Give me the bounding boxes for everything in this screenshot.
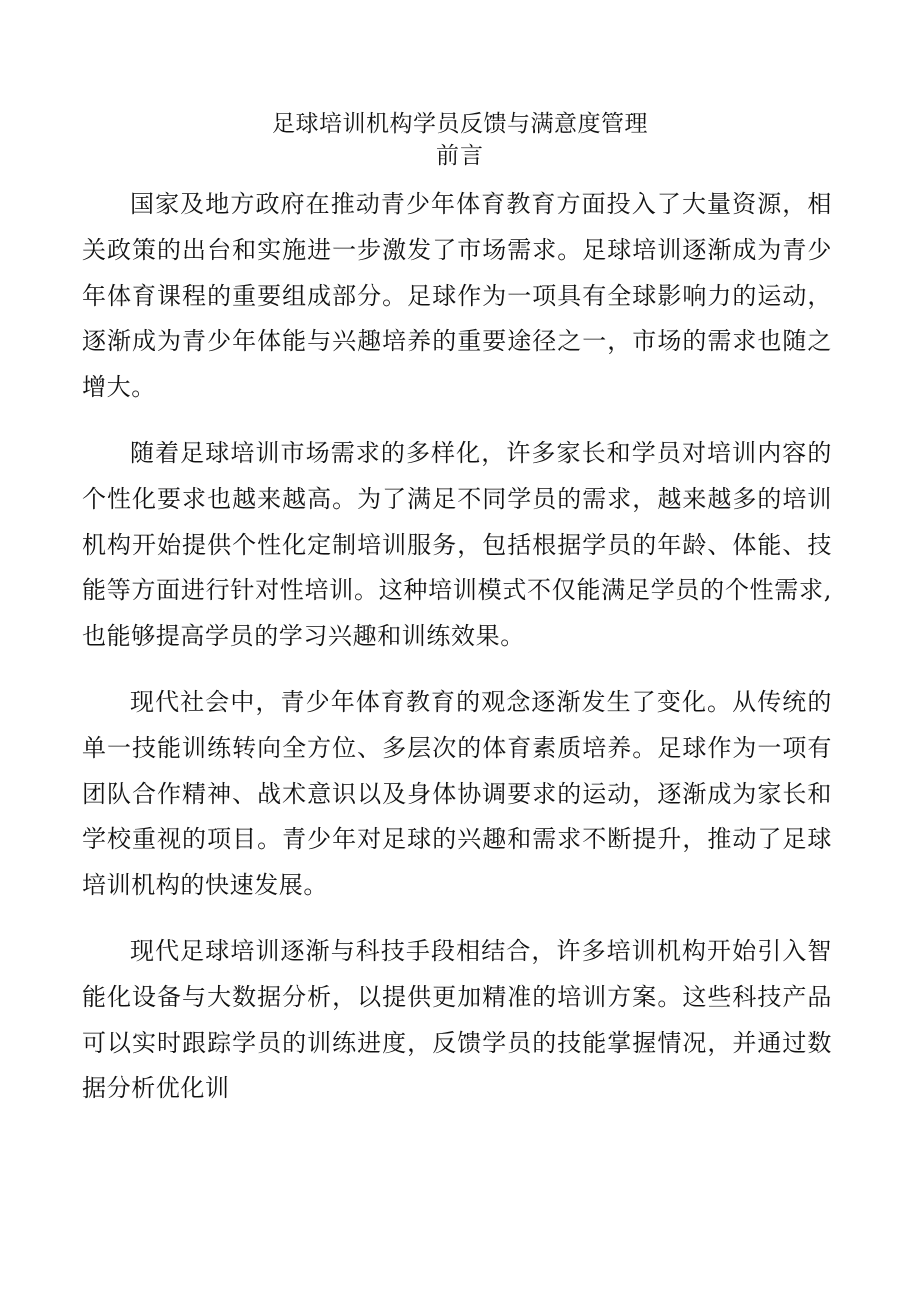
paragraph: 随着足球培训市场需求的多样化，许多家长和学员对培训内容的个性化要求也越来越高。为了满足不同学员的需求，越来越多的培训机构开始提供个性化定制培训服务，包括根据学员的年龄、体能、技能等方面进行针对性培训。这种培训模式不仅能满足学员的个性需求,也能够提高学员的学习兴趣和训练效果。: [82, 438, 832, 651]
paragraph: 现代社会中，青少年体育教育的观念逐渐发生了变化。从传统的单一技能训练转向全方位、多层次的体育素质培养。足球作为一项有团队合作精神、战术意识以及身体协调要求的运动，逐渐成为家长和学校重视的项目。青少年对足球的兴趣和需求不断提升，推动了足球培训机构的快速发展。: [82, 687, 832, 900]
paragraph: 现代足球培训逐渐与科技手段相结合，许多培训机构开始引入智能化设备与大数据分析，以提供更加精准的培训方案。这些科技产品可以实时跟踪学员的训练进度，反馈学员的技能掌握情况，并通过数据分析优化训: [82, 936, 832, 1103]
paragraph: 国家及地方政府在推动青少年体育教育方面投入了大量资源，相关政策的出台和实施进一步激发了市场需求。足球培训逐渐成为青少年体育课程的重要组成部分。足球作为一项具有全球影响力的运动，逐渐成为青少年体能与兴趣培养的重要途径之一，市场的需求也随之增大。: [82, 190, 832, 402]
document-body: [82, 182, 832, 1132]
section-heading: 前言: [436, 143, 484, 169]
document-title: 足球培训机构学员反馈与满意度管理: [272, 111, 648, 137]
